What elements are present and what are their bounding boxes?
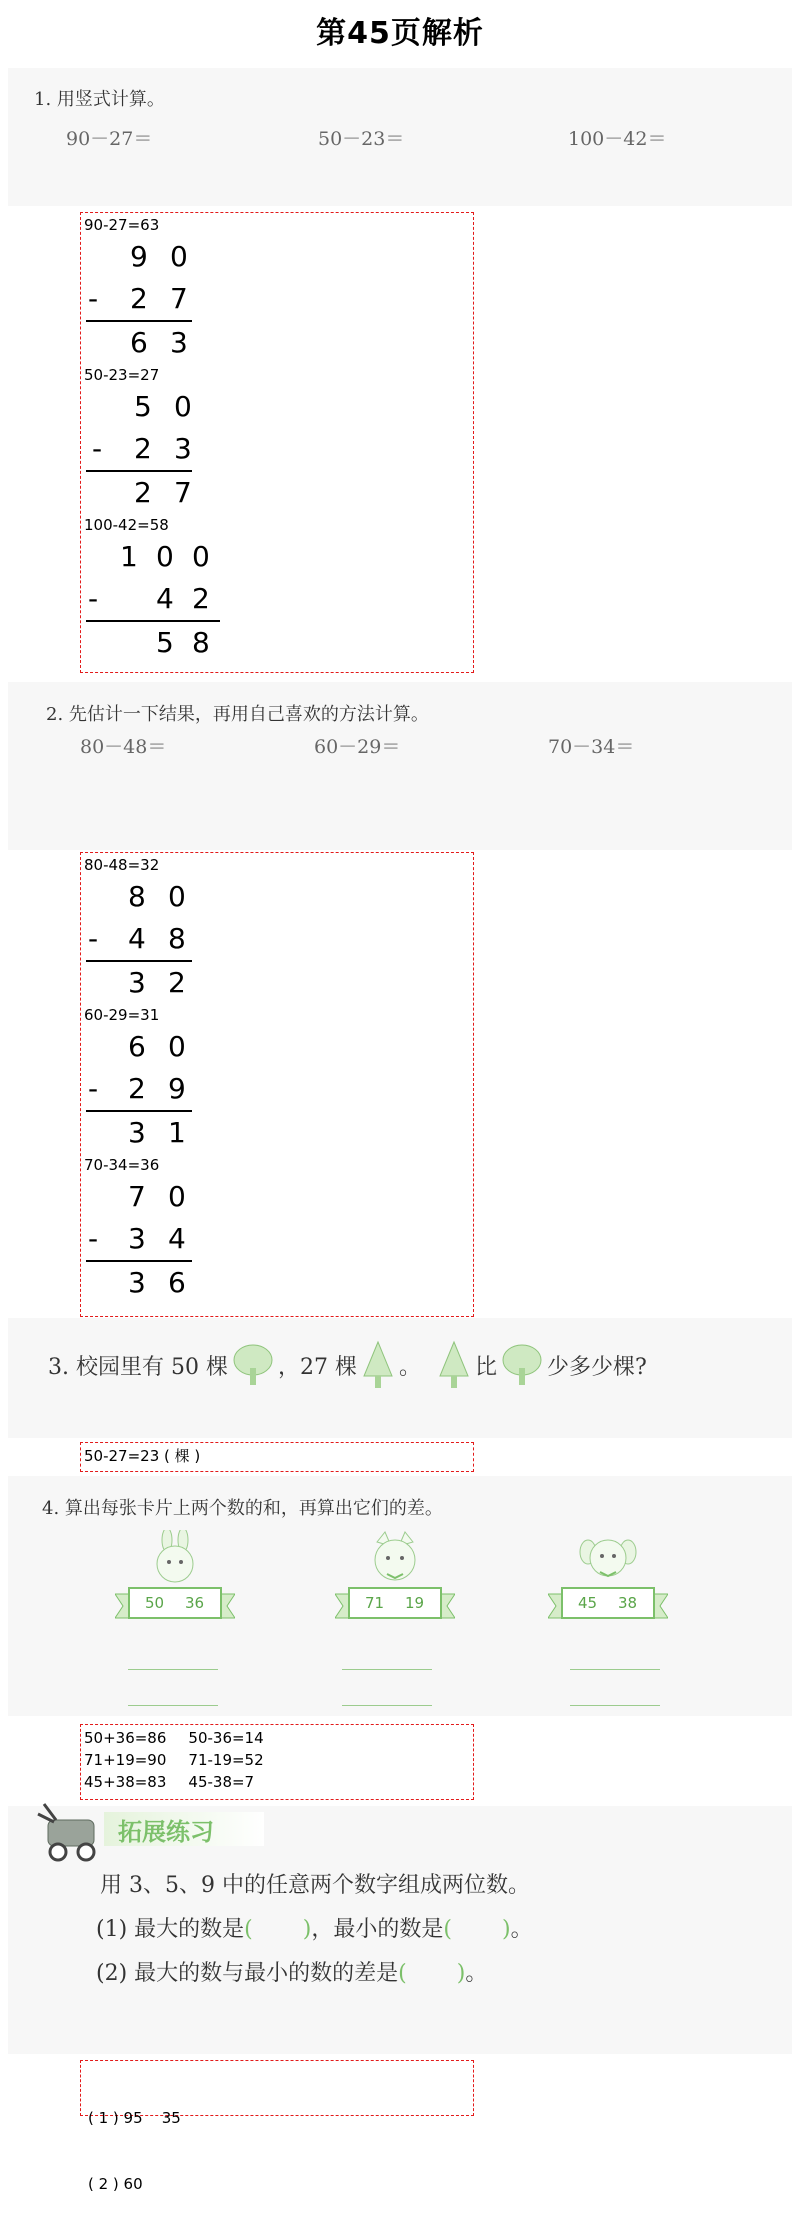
card-3-number-b: 38: [618, 1594, 638, 1612]
answer-1-equation-3: 100-42=58: [84, 516, 169, 534]
answer-2-equation-1: 80-48=32: [84, 856, 160, 874]
vertical-calc-2a: 8 0 - 4 8 3 2: [84, 876, 194, 1004]
cart-mascot-icon: [34, 1800, 114, 1864]
answer-4-row-1: 50+36=86 50-36=14: [84, 1729, 264, 1747]
answer-1-content: [84, 214, 224, 664]
answer-4-content: [84, 1727, 264, 1793]
question-2-expr-3: 70－34＝: [548, 736, 635, 758]
question-3-part-3: 。: [398, 1354, 421, 1380]
vertical-calc-1a: 9 0 - 2 7 6 3: [84, 236, 194, 364]
extension-header: 拓展练习: [118, 1818, 214, 1846]
rabbit-icon: [145, 1530, 205, 1586]
question-2-expr-2: 60－29＝: [314, 736, 401, 758]
question-2-expr-1: 80－48＝: [80, 736, 167, 758]
ribbon-banner: [115, 1586, 235, 1626]
card-3-blank-1[interactable]: [570, 1668, 660, 1670]
pine-tree-icon: [361, 1340, 395, 1390]
answer-2-content: [84, 854, 194, 1304]
question-1-expr-3: 100－42＝: [568, 128, 667, 150]
pine-tree-icon-2: [437, 1340, 471, 1390]
extension-line-2: (1) 最大的数是( )，最小的数是( )。: [96, 1917, 533, 1942]
question-3-part-2: ，27 棵: [277, 1354, 357, 1380]
answer-2-equation-3: 70-34=36: [84, 1156, 160, 1174]
card-3-number-a: 45: [578, 1594, 598, 1612]
card-2-blank-1[interactable]: [342, 1668, 432, 1670]
dog-icon: [578, 1530, 638, 1586]
cat-icon: [365, 1530, 425, 1586]
card-1-blank-2[interactable]: [128, 1704, 218, 1706]
card-1-blank-1[interactable]: [128, 1668, 218, 1670]
vertical-calc-2c: 7 0 - 3 4 3 6: [84, 1176, 194, 1304]
leafy-tree-icon: [230, 1342, 276, 1388]
page-title: 第45页解析: [316, 16, 484, 51]
vertical-calc-1b: 5 0 - 2 3 2 7: [84, 386, 194, 514]
card-2-number-a: 71: [365, 1594, 385, 1612]
card-3: [548, 1530, 668, 1630]
answer-5-line-2: ( 2 ) 60: [88, 2175, 143, 2193]
extension-line-1: 用 3、5、9 中的任意两个数字组成两位数。: [100, 1873, 530, 1898]
question-2-prompt: 2. 先估计一下结果，再用自己喜欢的方法计算。: [46, 704, 429, 725]
answer-1-equation-1: 90-27=63: [84, 216, 160, 234]
card-2: [335, 1530, 455, 1630]
question-3-part-5: 少多少棵?: [547, 1354, 647, 1380]
ribbon-banner-3: [548, 1586, 668, 1626]
answer-3-text: 50-27=23 ( 棵 ): [84, 1447, 201, 1465]
card-1-number-b: 36: [185, 1594, 205, 1612]
question-1-expr-2: 50－23＝: [318, 128, 405, 150]
question-3-part-4: 比: [474, 1354, 497, 1380]
question-1-expr-1: 90－27＝: [66, 128, 153, 150]
answer-5-content: [88, 2063, 181, 2217]
answer-2-equation-2: 60-29=31: [84, 1006, 160, 1024]
card-3-blank-2[interactable]: [570, 1704, 660, 1706]
card-1-number-a: 50: [145, 1594, 165, 1612]
answer-1-equation-2: 50-23=27: [84, 366, 160, 384]
card-2-blank-2[interactable]: [342, 1704, 432, 1706]
ribbon-banner-2: [335, 1586, 455, 1626]
question-1-prompt: 1. 用竖式计算。: [34, 89, 165, 110]
question-3-text: [48, 1340, 647, 1390]
answer-4-row-2: 71+19=90 71-19=52: [84, 1751, 264, 1769]
vertical-calc-2b: 6 0 - 2 9 3 1: [84, 1026, 194, 1154]
question-4-prompt: 4. 算出每张卡片上两个数的和，再算出它们的差。: [42, 1498, 443, 1519]
vertical-calc-1c: 1 0 0 - 4 2 5 8: [84, 536, 224, 664]
question-3-part-1: 3. 校园里有 50 棵: [48, 1354, 228, 1380]
extension-line-3: (2) 最大的数与最小的数的差是( )。: [96, 1961, 488, 1986]
answer-5-line-1: ( 1 ) 95 35: [88, 2109, 181, 2127]
card-1: [115, 1530, 235, 1630]
answer-4-row-3: 45+38=83 45-38=7: [84, 1773, 255, 1791]
leafy-tree-icon-2: [499, 1342, 545, 1388]
card-2-number-b: 19: [405, 1594, 425, 1612]
